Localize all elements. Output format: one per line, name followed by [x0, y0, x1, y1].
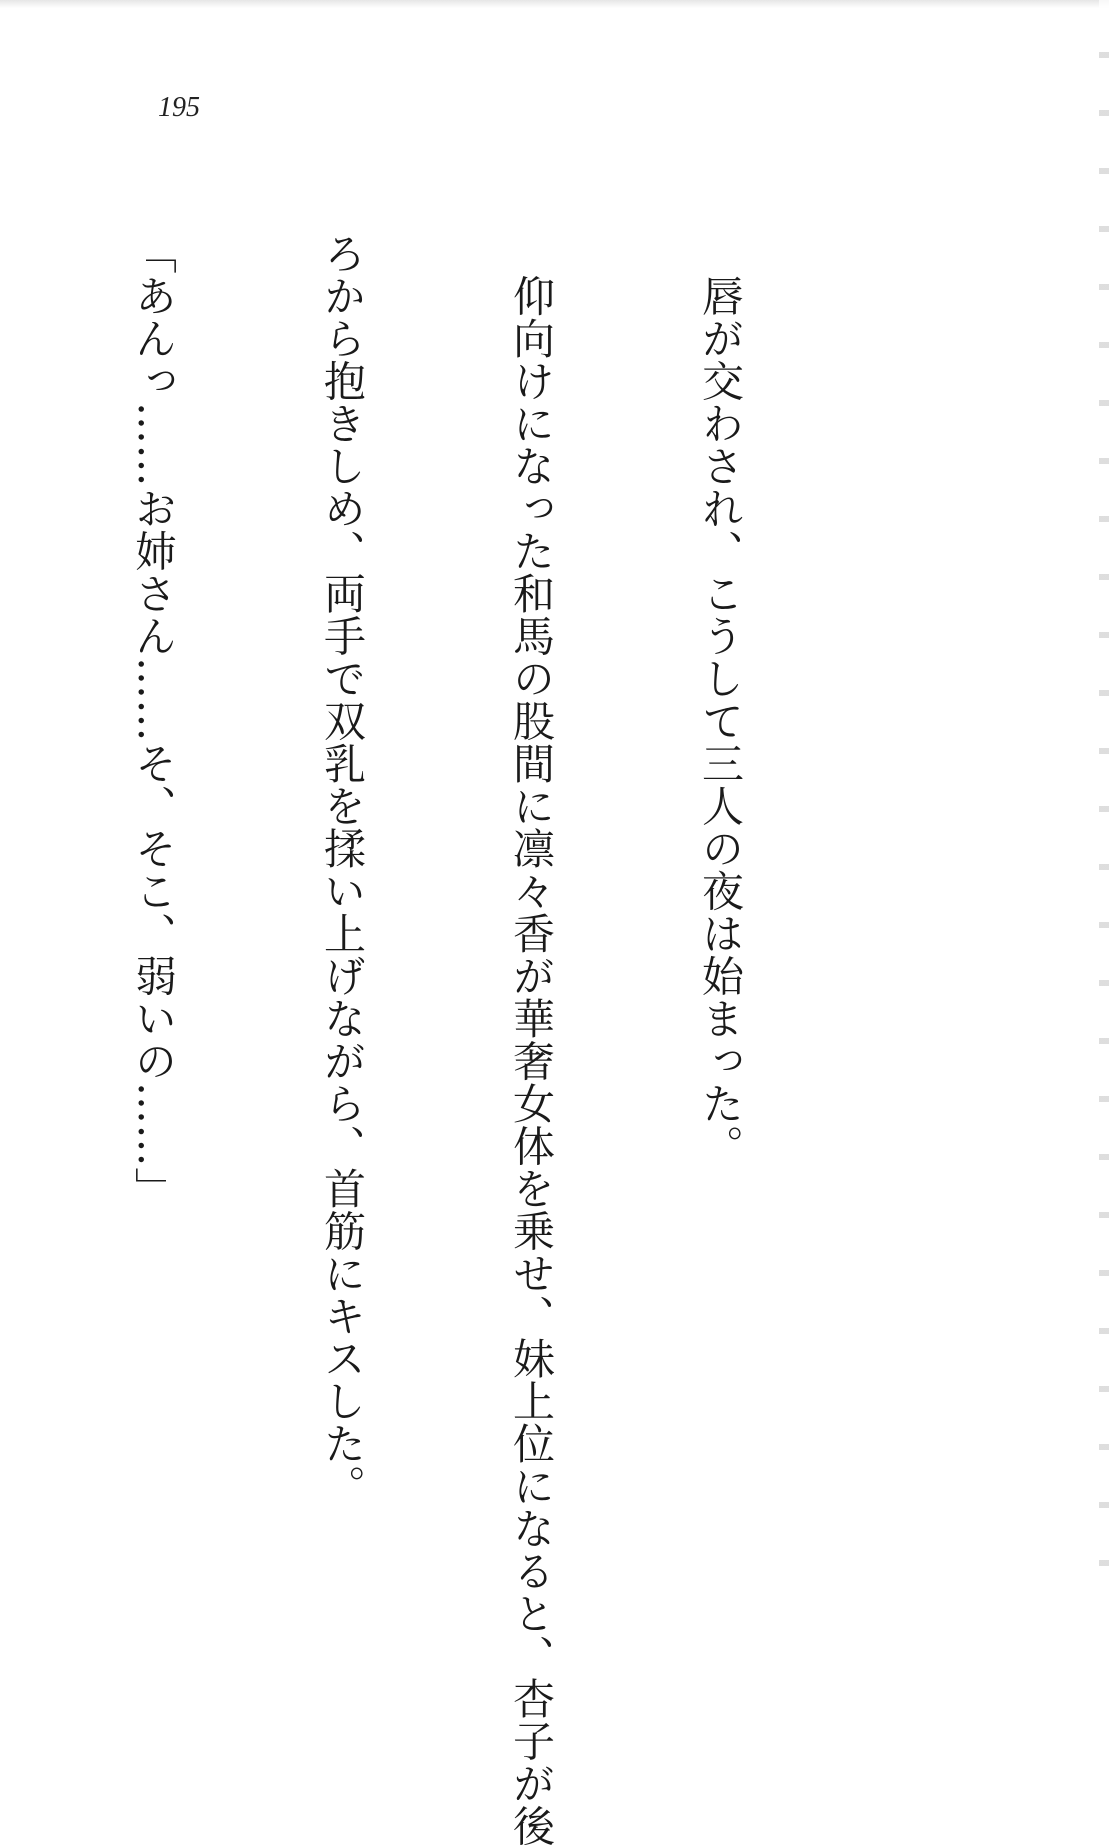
text-line: 仰向けになった和馬の股間に凛々香が華奢女体を乗せ、妹上位になると、杏子が後 — [507, 232, 556, 1847]
novel-text-body — [118, 232, 878, 1847]
text-line: 「あんっ……お姉さん……そ、そこ、弱いの……」 — [129, 232, 178, 1210]
scan-right-edge — [1099, 0, 1109, 1600]
scan-top-edge — [0, 0, 1109, 8]
text-line: 唇が交わされ、こうして三人の夜は始まった。 — [696, 232, 745, 1167]
page-number: 195 — [158, 92, 200, 123]
text-line: ろから抱きしめ、両手で双乳を揉い上げながら、首筋にキスした。 — [318, 232, 367, 1507]
